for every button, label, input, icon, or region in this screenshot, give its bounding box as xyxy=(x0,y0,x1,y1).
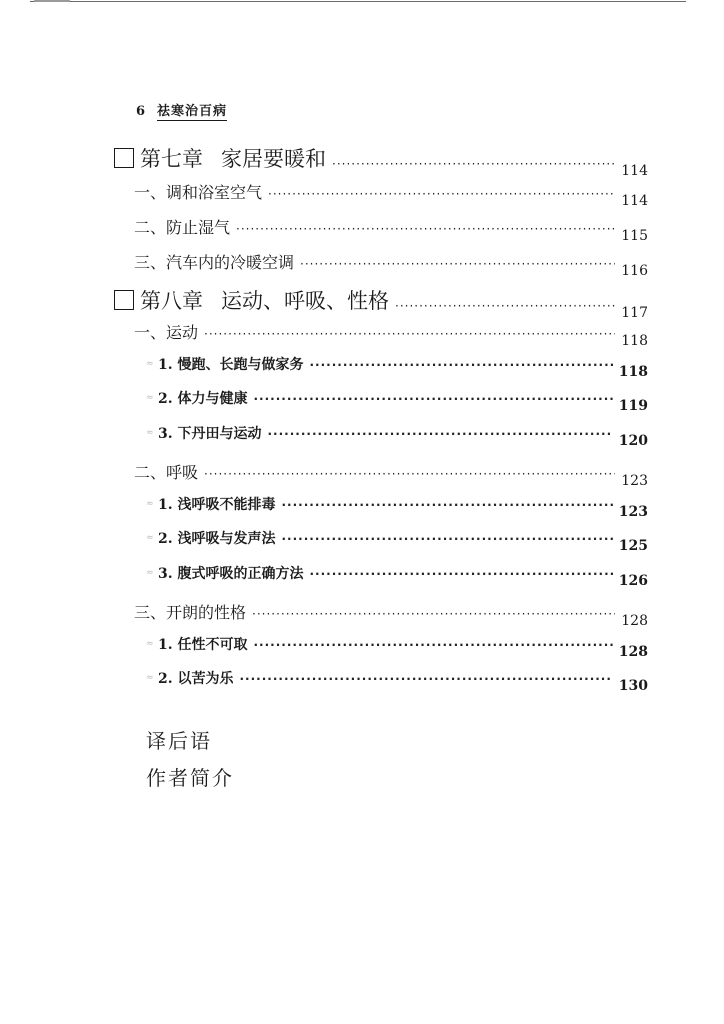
chapter-title: 运动、呼吸、性格 xyxy=(221,289,389,313)
toc-subsection xyxy=(146,354,648,380)
toc-page-number: 118 xyxy=(621,333,648,349)
toc-page-number: 118 xyxy=(618,364,648,380)
chapter-number: 第七章 xyxy=(140,147,203,171)
toc-page-number: 125 xyxy=(618,538,648,554)
toc-page-number: 130 xyxy=(618,678,648,694)
faint-mark-icon: ≈ xyxy=(146,359,154,369)
faint-mark-icon: ≈ xyxy=(146,673,154,683)
toc-subsection-title: 2. 体力与健康 xyxy=(158,391,248,407)
appendix-author-profile: 作者简介 xyxy=(146,766,234,790)
toc-subsection xyxy=(146,528,648,554)
toc-page-number: 117 xyxy=(621,305,648,321)
toc-page-number: 119 xyxy=(618,398,648,414)
appendix-translator-afterword: 译后语 xyxy=(146,729,212,753)
toc-section xyxy=(134,215,648,244)
toc-subsection-title: 1. 任性不可取 xyxy=(158,637,248,653)
faint-mark-icon: ≈ xyxy=(146,639,154,649)
dot-leader xyxy=(300,258,615,270)
dot-leader xyxy=(240,673,613,685)
top-edge-rule xyxy=(30,1,686,2)
toc-subsection-title: 3. 下丹田与运动 xyxy=(158,426,262,442)
toc-page-number: 128 xyxy=(621,613,648,629)
toc-section-title: 一、调和浴室空气 xyxy=(134,183,263,202)
toc-page-number: 126 xyxy=(618,573,648,589)
toc-subsection xyxy=(146,668,648,694)
dot-leader xyxy=(254,393,613,405)
toc-subsection xyxy=(146,388,648,414)
faint-mark-icon: ≈ xyxy=(146,568,154,578)
toc-section-title: 二、呼吸 xyxy=(134,463,199,482)
dot-leader xyxy=(332,158,615,170)
toc-section xyxy=(134,600,648,629)
toc-section-title: 二、防止湿气 xyxy=(134,218,231,237)
toc-page-number: 114 xyxy=(621,193,648,209)
toc-subsection-title: 1. 慢跑、长跑与做家务 xyxy=(158,357,304,373)
toc-subsection xyxy=(146,563,648,589)
toc-subsection-title: 1. 浅呼吸不能排毒 xyxy=(158,497,276,513)
toc-subsection-title: 2. 浅呼吸与发声法 xyxy=(158,531,276,547)
top-edge-mark xyxy=(34,0,70,2)
dot-leader xyxy=(268,428,613,440)
checkbox-square-icon xyxy=(114,290,134,310)
dot-leader xyxy=(310,359,613,371)
dot-leader xyxy=(204,328,615,340)
book-title: 祛寒治百病 xyxy=(157,100,227,121)
dot-leader xyxy=(282,499,613,511)
dot-leader xyxy=(268,188,615,200)
page-number: 6 xyxy=(136,104,146,119)
toc-chapter-7 xyxy=(114,143,648,179)
toc-page-number: 123 xyxy=(618,504,648,520)
toc-section-title: 三、开朗的性格 xyxy=(134,603,247,622)
toc-page-number: 120 xyxy=(618,433,648,449)
toc-section-title: 一、运动 xyxy=(134,323,199,342)
dot-leader xyxy=(236,223,615,235)
dot-leader xyxy=(252,608,615,620)
toc-page-number: 114 xyxy=(621,163,648,179)
toc-section xyxy=(134,250,648,279)
toc-subsection-title: 3. 腹式呼吸的正确方法 xyxy=(158,566,304,582)
toc-page-number: 128 xyxy=(618,644,648,660)
faint-mark-icon: ≈ xyxy=(146,428,154,438)
toc-section xyxy=(134,320,648,349)
toc-section xyxy=(134,460,648,489)
faint-mark-icon: ≈ xyxy=(146,533,154,543)
toc-page-number: 116 xyxy=(621,263,648,279)
toc-page-number: 115 xyxy=(621,228,648,244)
toc-page-number: 123 xyxy=(621,473,648,489)
toc-chapter-8 xyxy=(114,285,648,321)
toc-section-title: 三、汽车内的冷暖空调 xyxy=(134,253,295,272)
checkbox-square-icon xyxy=(114,148,134,168)
faint-mark-icon: ≈ xyxy=(146,499,154,509)
dot-leader xyxy=(282,533,613,545)
dot-leader xyxy=(254,639,613,651)
toc-section xyxy=(134,180,648,209)
chapter-title: 家居要暖和 xyxy=(221,147,326,171)
running-head xyxy=(136,100,227,121)
faint-mark-icon: ≈ xyxy=(146,393,154,403)
toc-subsection xyxy=(146,494,648,520)
toc-subsection-title: 2. 以苦为乐 xyxy=(158,671,234,687)
dot-leader xyxy=(204,468,615,480)
toc-subsection xyxy=(146,634,648,660)
toc-subsection xyxy=(146,423,648,449)
chapter-number: 第八章 xyxy=(140,289,203,313)
dot-leader xyxy=(395,300,615,312)
dot-leader xyxy=(310,568,613,580)
